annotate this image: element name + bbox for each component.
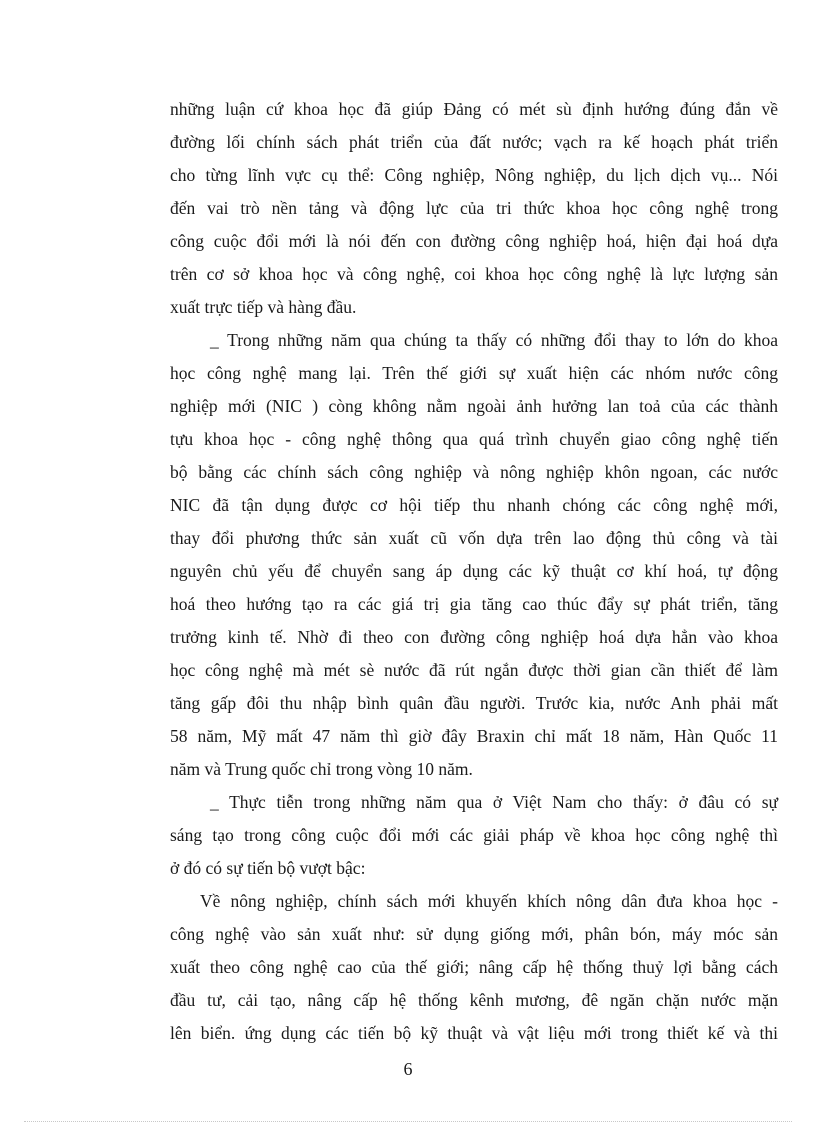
body-line: những luận cứ khoa học đã giúp Đảng có mét sù định hướng đúng đắn về [170, 99, 778, 119]
body-line: trên cơ sở khoa học và công nghệ, coi khoa học công nghệ là lực lượng sản [170, 264, 778, 284]
body-line: sáng tạo trong công cuộc đổi mới các giải pháp về khoa học công nghệ thì [170, 825, 778, 845]
body-line: xuất trực tiếp và hàng đầu. [170, 297, 357, 317]
body-line: hoá theo hướng tạo ra các giá trị gia tăng cao thúc đẩy sự phát triển, tăng [170, 594, 778, 614]
body-line: cho từng lĩnh vực cụ thể: Công nghiệp, Nông nghiệp, du lịch dịch vụ... Nói [170, 165, 778, 185]
body-line: nguyên chủ yếu để chuyển sang áp dụng các kỹ thuật cơ khí hoá, tự động [170, 561, 778, 581]
body-line: xuất theo công nghệ cao của thế giới; nâng cấp hệ thống thuỷ lợi bằng cách [170, 957, 778, 977]
body-line: lên biển. ứng dụng các tiến bộ kỹ thuật và vật liệu mới trong thiết kế và thi [170, 1023, 778, 1043]
body-line: đến vai trò nền tảng và động lực của tri thức khoa học công nghệ trong [170, 198, 778, 218]
body-line: nghiệp mới (NIC ) còng không nằm ngoài ảnh hưởng lan toả của các thành [170, 396, 778, 416]
body-line: thay đổi phương thức sản xuất cũ vốn dựa trên lao động thủ công và tài [170, 528, 778, 548]
body-line: đường lối chính sách phát triển của đất nước; vạch ra kế hoạch phát triển [170, 132, 778, 152]
body-line: tăng gấp đôi thu nhập bình quân đầu người. Trước kia, nước Anh phải mất [170, 693, 778, 713]
body-line: bộ bằng các chính sách công nghiệp và nông nghiệp khôn ngoan, các nước [170, 462, 778, 482]
body-line: đầu tư, cải tạo, nâng cấp hệ thống kênh mương, đê ngăn chặn nước mặn [170, 990, 778, 1010]
body-line: học công nghệ mà mét sè nước đã rút ngắn được thời gian cần thiết để làm [170, 660, 778, 680]
body-line: năm và Trung quốc chỉ trong vòng 10 năm. [170, 759, 473, 779]
body-line: NIC đã tận dụng được cơ hội tiếp thu nhanh chóng các công nghệ mới, [170, 495, 778, 515]
body-line: 58 năm, Mỹ mất 47 năm thì giờ đây Braxin chỉ mất 18 năm, Hàn Quốc 11 [170, 726, 778, 746]
body-line: tựu khoa học - công nghệ thông qua quá trình chuyển giao công nghệ tiến [170, 429, 778, 449]
body-line: ở đó có sự tiến bộ vượt bậc: [170, 858, 366, 878]
page-bottom-divider [24, 1121, 792, 1122]
page-number: 6 [403, 1059, 413, 1079]
body-line: trưởng kinh tế. Nhờ đi theo con đường công nghiệp hoá dựa hẳn vào khoa [170, 627, 778, 647]
body-line: học công nghệ mang lại. Trên thế giới sự xuất hiện các nhóm nước công [170, 363, 778, 383]
paragraph-first-line: Về nông nghiệp, chính sách mới khuyến khích nông dân đưa khoa học - [200, 891, 778, 911]
paragraph-first-line: _ Trong những năm qua chúng ta thấy có những đổi thay to lớn do khoa [210, 330, 778, 350]
paragraph-first-line: _ Thực tiễn trong những năm qua ở Việt Nam cho thấy: ở đâu có sự [210, 792, 778, 812]
body-line: công cuộc đổi mới là nói đến con đường công nghiệp hoá, hiện đại hoá dựa [170, 231, 778, 251]
body-line: công nghệ vào sản xuất như: sử dụng giống mới, phân bón, máy móc sản [170, 924, 778, 944]
